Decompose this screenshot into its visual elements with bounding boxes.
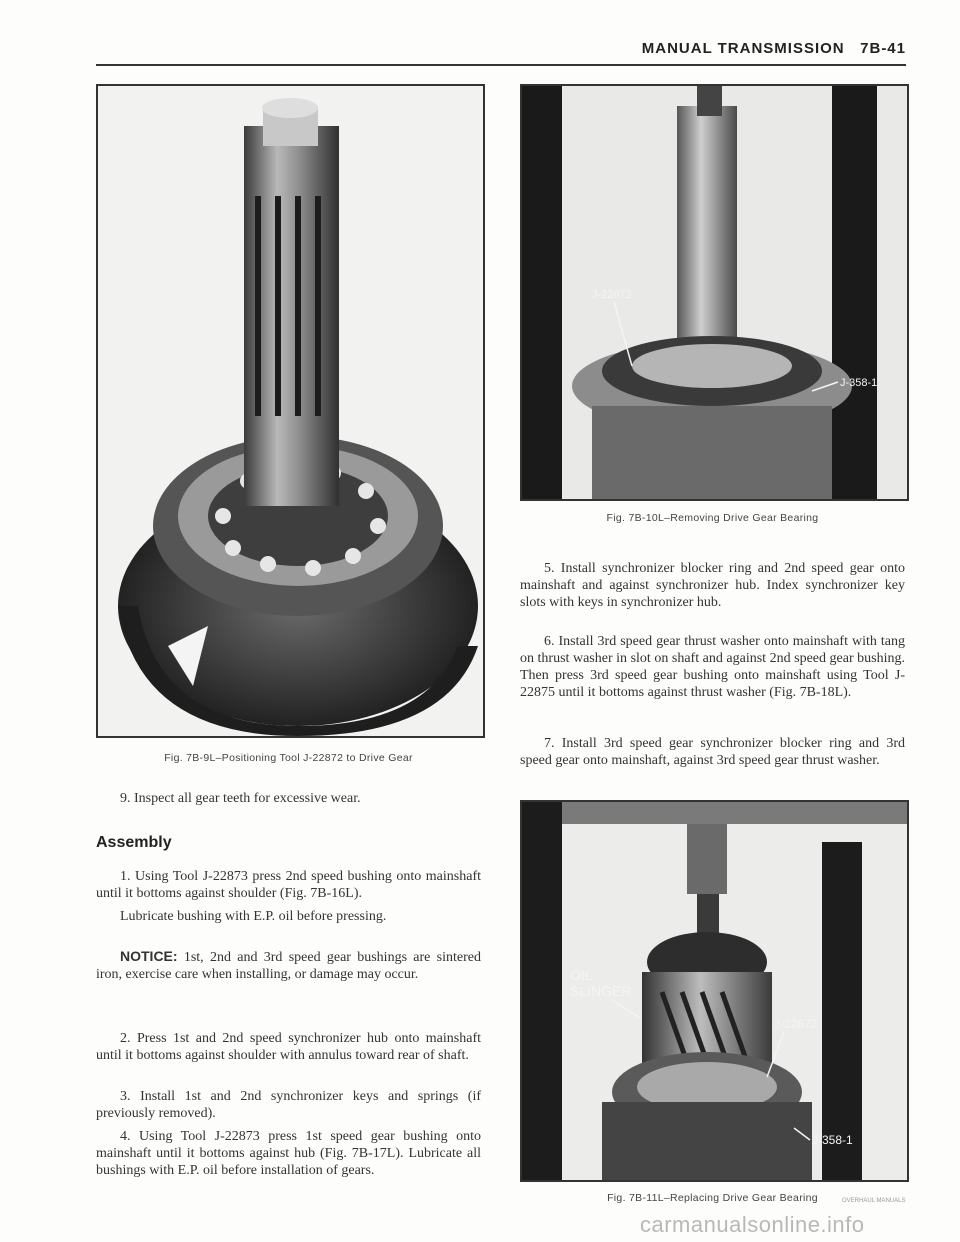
bearing-replacement-illustration	[522, 802, 907, 1180]
overhaul-mark: OVERHAUL MANUALS	[842, 1198, 906, 1204]
step-4: 4. Using Tool J-22873 press 1st speed gear bushing onto mainshaft until it bottoms against hub (Fig. 7B-17L). Lubricate all bushings with E.P. oil before installation of gears.	[96, 1129, 481, 1178]
figure-10-photo	[520, 84, 909, 501]
figure-10-caption: Fig. 7B-10L–Removing Drive Gear Bearing	[606, 512, 819, 524]
notice-paragraph	[96, 948, 481, 983]
notice-label: NOTICE:	[120, 948, 178, 964]
step-2: 2. Press 1st and 2nd speed synchronizer hub onto mainshaft until it bottoms against shoulder with annulus toward rear of shaft.	[96, 1031, 481, 1063]
page-title: MANUAL TRANSMISSION 7B-41	[641, 40, 906, 57]
notice-text: 1st, 2nd and 3rd speed gear bushings are sintered iron, exercise care when installing, or damage may occur.	[96, 950, 481, 982]
step-3: 3. Install 1st and 2nd synchronizer keys and springs (if previously removed).	[96, 1089, 481, 1121]
label-j22872: J-22872	[592, 289, 632, 301]
figure-11-photo	[520, 800, 909, 1182]
figure-9-caption: Fig. 7B-9L–Positioning Tool J-22872 to Drive Gear	[164, 752, 413, 764]
page-header	[96, 40, 906, 66]
assembly-heading: Assembly	[96, 834, 172, 851]
label-slinger: SLINGER	[570, 983, 632, 999]
figure-11-caption: Fig. 7B-11L–Replacing Drive Gear Bearing	[607, 1192, 818, 1204]
step-5: 5. Install synchronizer blocker ring and 2nd speed gear onto mainshaft and against synchronizer hub. Index synchronizer key slots with keys in synchronizer hub.	[520, 561, 905, 610]
site-watermark: carmanualsonline.info	[640, 1212, 865, 1237]
label-j22872: J-22872	[774, 1017, 818, 1031]
step-6: 6. Install 3rd speed gear thrust washer onto mainshaft with tang on thrust washer in slot on shaft and against 2nd speed gear bushing. Then press 3rd speed gear bushing onto mainshaft using Tool J-22875 until it bottoms against thrust washer (Fig. 7B-18L).	[520, 634, 905, 700]
label-j358-1: J-358-1	[812, 1133, 853, 1147]
bearing-removal-illustration	[522, 86, 907, 499]
figure-9-photo	[96, 84, 485, 738]
label-j358-1: J-358-1	[840, 377, 878, 389]
lubricate-note: Lubricate bushing with E.P. oil before pressing.	[120, 909, 387, 924]
gear-shaft-illustration	[98, 86, 483, 736]
step-9: 9. Inspect all gear teeth for excessive wear.	[120, 791, 361, 806]
step-1: 1. Using Tool J-22873 press 2nd speed bushing onto mainshaft until it bottoms against shoulder (Fig. 7B-16L).	[96, 869, 481, 901]
step-7: 7. Install 3rd speed gear synchronizer blocker ring and 3rd speed gear onto mainshaft, against 3rd speed gear thrust washer.	[520, 736, 905, 768]
label-oil: OIL	[570, 967, 593, 983]
